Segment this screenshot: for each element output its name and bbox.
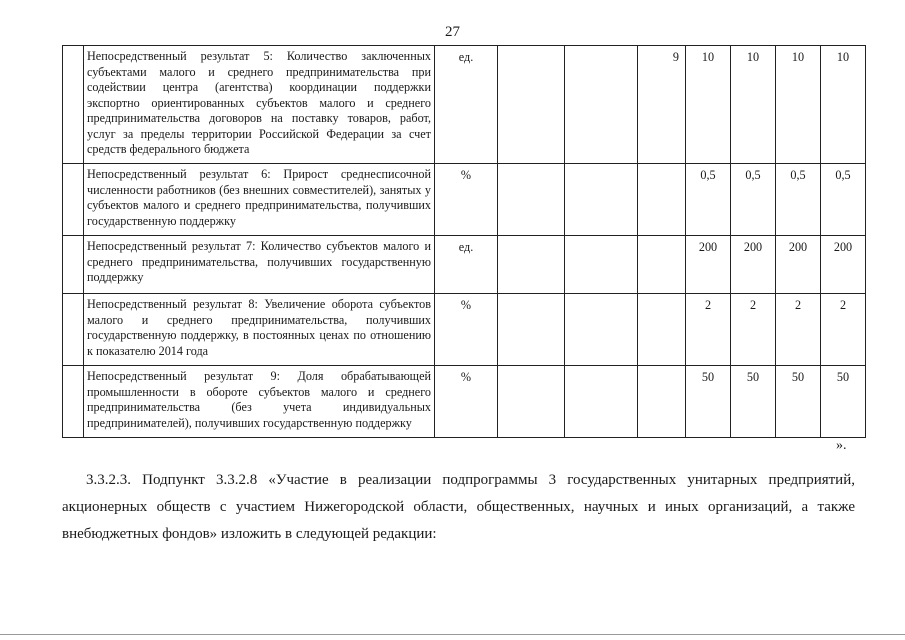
empty-cell (498, 294, 565, 366)
table-row (63, 366, 866, 438)
value-cell: 200 (731, 236, 776, 294)
value-cell (638, 366, 686, 438)
value-cell: 2 (731, 294, 776, 366)
empty-cell (498, 366, 565, 438)
empty-cell (565, 294, 638, 366)
unit-cell: ед. (435, 46, 498, 164)
row-lead-cell (63, 294, 84, 366)
value-cell: 2 (686, 294, 731, 366)
empty-cell (565, 164, 638, 236)
table-row (63, 294, 866, 366)
indicator-description: Непосредственный результат 5: Количество заключенных субъектами малого и среднего предпринимательства при содействии центра (агентства) координации поддержки экспортно ориентированных субъектов малого и среднего предпринимательства договоров на поставку товаров, работ, услуг за пределы территории Российской Федерации за счет средств федерального бюджета (84, 46, 435, 164)
value-cell (638, 164, 686, 236)
value-cell: 0,5 (776, 164, 821, 236)
value-cell: 0,5 (731, 164, 776, 236)
unit-cell: ед. (435, 236, 498, 294)
closing-quote-mark: ». (836, 438, 847, 453)
empty-cell (565, 366, 638, 438)
value-cell: 10 (776, 46, 821, 164)
indicator-description: Непосредственный результат 7: Количество субъектов малого и среднего предпринимательства, получивших государственную поддержку (84, 236, 435, 294)
empty-cell (498, 164, 565, 236)
table-row (63, 236, 866, 294)
value-cell: 10 (821, 46, 866, 164)
value-cell: 2 (821, 294, 866, 366)
empty-cell (498, 236, 565, 294)
indicator-description: Непосредственный результат 8: Увеличение оборота субъектов малого и среднего предпринимательства, получивших государственную поддержку, в постоянных ценах по отношению к показателю 2014 года (84, 294, 435, 366)
value-cell: 50 (731, 366, 776, 438)
value-cell: 0,5 (821, 164, 866, 236)
row-lead-cell (63, 236, 84, 294)
table-row (63, 46, 866, 164)
value-cell (638, 294, 686, 366)
value-cell: 200 (821, 236, 866, 294)
indicators-table (62, 45, 866, 438)
row-lead-cell (63, 366, 84, 438)
value-cell: 2 (776, 294, 821, 366)
empty-cell (565, 236, 638, 294)
value-cell: 50 (776, 366, 821, 438)
value-cell: 200 (686, 236, 731, 294)
table-row (63, 164, 866, 236)
value-cell: 50 (821, 366, 866, 438)
row-lead-cell (63, 46, 84, 164)
value-cell: 200 (776, 236, 821, 294)
value-cell: 10 (731, 46, 776, 164)
page-number: 27 (445, 24, 460, 40)
unit-cell: % (435, 294, 498, 366)
value-cell (638, 236, 686, 294)
value-cell: 10 (686, 46, 731, 164)
indicator-description: Непосредственный результат 9: Доля обрабатывающей промышленности в обороте субъектов малого и среднего предпринимательства (без учета индивидуальных предпринимателей), получивших государственную поддержку (84, 366, 435, 438)
value-cell: 50 (686, 366, 731, 438)
amendment-paragraph: 3.3.2.3. Подпункт 3.3.2.8 «Участие в реализации подпрограммы 3 государственных унитарных предприятий, акционерных обществ с участием Нижегородской области, общественных, научных и иных организаций, а также внебюджетных фондов» изложить в следующей редакции: (62, 472, 855, 542)
empty-cell (498, 46, 565, 164)
value-cell: 9 (638, 46, 686, 164)
indicator-description: Непосредственный результат 6: Прирост среднесписочной численности работников (без внешних совместителей), занятых у субъектов малого и среднего предпринимательства, получивших государственную поддержку (84, 164, 435, 236)
value-cell: 0,5 (686, 164, 731, 236)
page-bottom-edge (0, 634, 905, 635)
row-lead-cell (63, 164, 84, 236)
unit-cell: % (435, 164, 498, 236)
unit-cell: % (435, 366, 498, 438)
empty-cell (565, 46, 638, 164)
